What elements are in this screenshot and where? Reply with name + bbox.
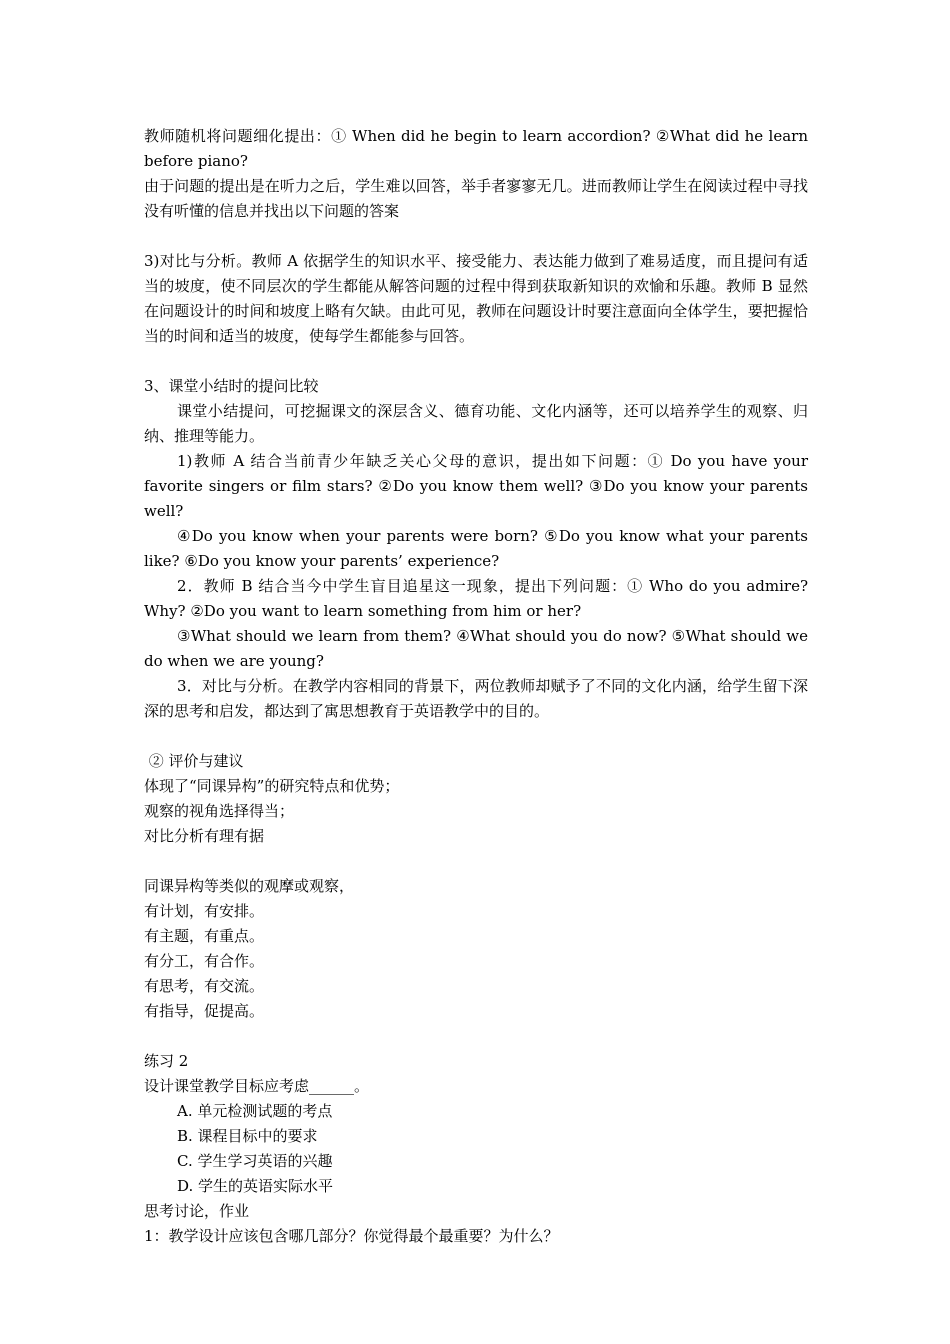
evaluation-point-3: 对比分析有理有据 (144, 827, 265, 845)
evaluation-point-1: 体现了“同课异构”的研究特点和优势； (144, 777, 400, 795)
spacer (144, 849, 808, 874)
spacer (144, 349, 808, 374)
exercise-title: 练习 2 (144, 1052, 189, 1070)
paragraph-listening-difficulty: 由于问题的提出是在听力之后，学生难以回答，举手者寥寥无几。进而教师让学生在阅读过程中寻找没有听懂的信息并找出以下问题的答案 (144, 177, 808, 220)
plan-item-4: 有思考，有交流。 (144, 977, 265, 995)
paragraph-detailed-questions: 教师随机将问题细化提出：① When did he begin to learn accordion? ②What did he learn before piano? (144, 127, 813, 170)
exercise-question: 设计课堂教学目标应考虑______。 (144, 1077, 370, 1095)
section-heading-summary-questions: 3、课堂小结时的提问比较 (144, 377, 319, 395)
spacer (144, 224, 808, 249)
discussion-title: 思考讨论，作业 (144, 1202, 250, 1220)
plan-item-1: 有计划，有安排。 (144, 902, 265, 920)
paragraph-comparison-analysis: 3)对比与分析。教师 A 依据学生的知识水平、接受能力、表达能力做到了难易适度，而且提问有适当的坡度，使不同层次的学生都能从解答问题的过程中得到获取新知识的欢愉和乐趣。教师 B 显然在问题设计的时间和坡度上略有欠缺。由此可见，教师在问题设计时要注意面向全体学生，要把握恰当的时间和适当的坡度，使每学生都能参与回答。 (144, 252, 808, 345)
paragraph-teacher-b-continued: ③What should we learn from them? ④What should you do now? ⑤What should we do when we are young? (144, 627, 813, 670)
plan-intro: 同课异构等类似的观摩或观察， (144, 877, 355, 895)
exercise-option-d: D. 学生的英语实际水平 (177, 1177, 334, 1195)
paragraph-teacher-a: 1)教师 A 结合当前青少年缺乏关心父母的意识，提出如下问题：① Do you have your favorite singers or film stars? ②Do you know them well? ③Do you know your parents well? (144, 452, 813, 520)
plan-item-3: 有分工，有合作。 (144, 952, 265, 970)
plan-item-5: 有指导，促提高。 (144, 1002, 265, 1020)
evaluation-point-2: 观察的视角选择得当； (144, 802, 295, 820)
exercise-option-a: A. 单元检测试题的考点 (177, 1102, 333, 1120)
exercise-option-c: C. 学生学习英语的兴趣 (177, 1152, 333, 1170)
discussion-question-1: 1：教学设计应该包含哪几部分？你觉得最个最重要？为什么？ (144, 1227, 559, 1245)
plan-item-2: 有主题，有重点。 (144, 927, 265, 945)
spacer (144, 1024, 808, 1049)
document-page (144, 124, 813, 1249)
paragraph-summary-intro: 课堂小结提问，可挖掘课文的深层含义、德育功能、文化内涵等，还可以培养学生的观察、归纳、推理等能力。 (144, 402, 808, 445)
paragraph-teacher-a-continued: ④Do you know when your parents were born? ⑤Do you know what your parents like? ⑥Do you know your parents’ experience? (144, 527, 813, 570)
paragraph-teacher-b: 2．教师 B 结合当今中学生盲目追星这一现象，提出下列问题：① Who do you admire? Why? ②Do you want to learn something from him or her? (144, 577, 813, 620)
spacer (144, 724, 808, 749)
paragraph-comparison-conclusion: 3．对比与分析。在教学内容相同的背景下，两位教师却赋予了不同的文化内涵，给学生留下深深的思考和启发，都达到了寓思想教育于英语教学中的目的。 (144, 677, 808, 720)
exercise-option-b: B. 课程目标中的要求 (177, 1127, 318, 1145)
heading-evaluation: ② 评价与建议 (144, 752, 244, 770)
